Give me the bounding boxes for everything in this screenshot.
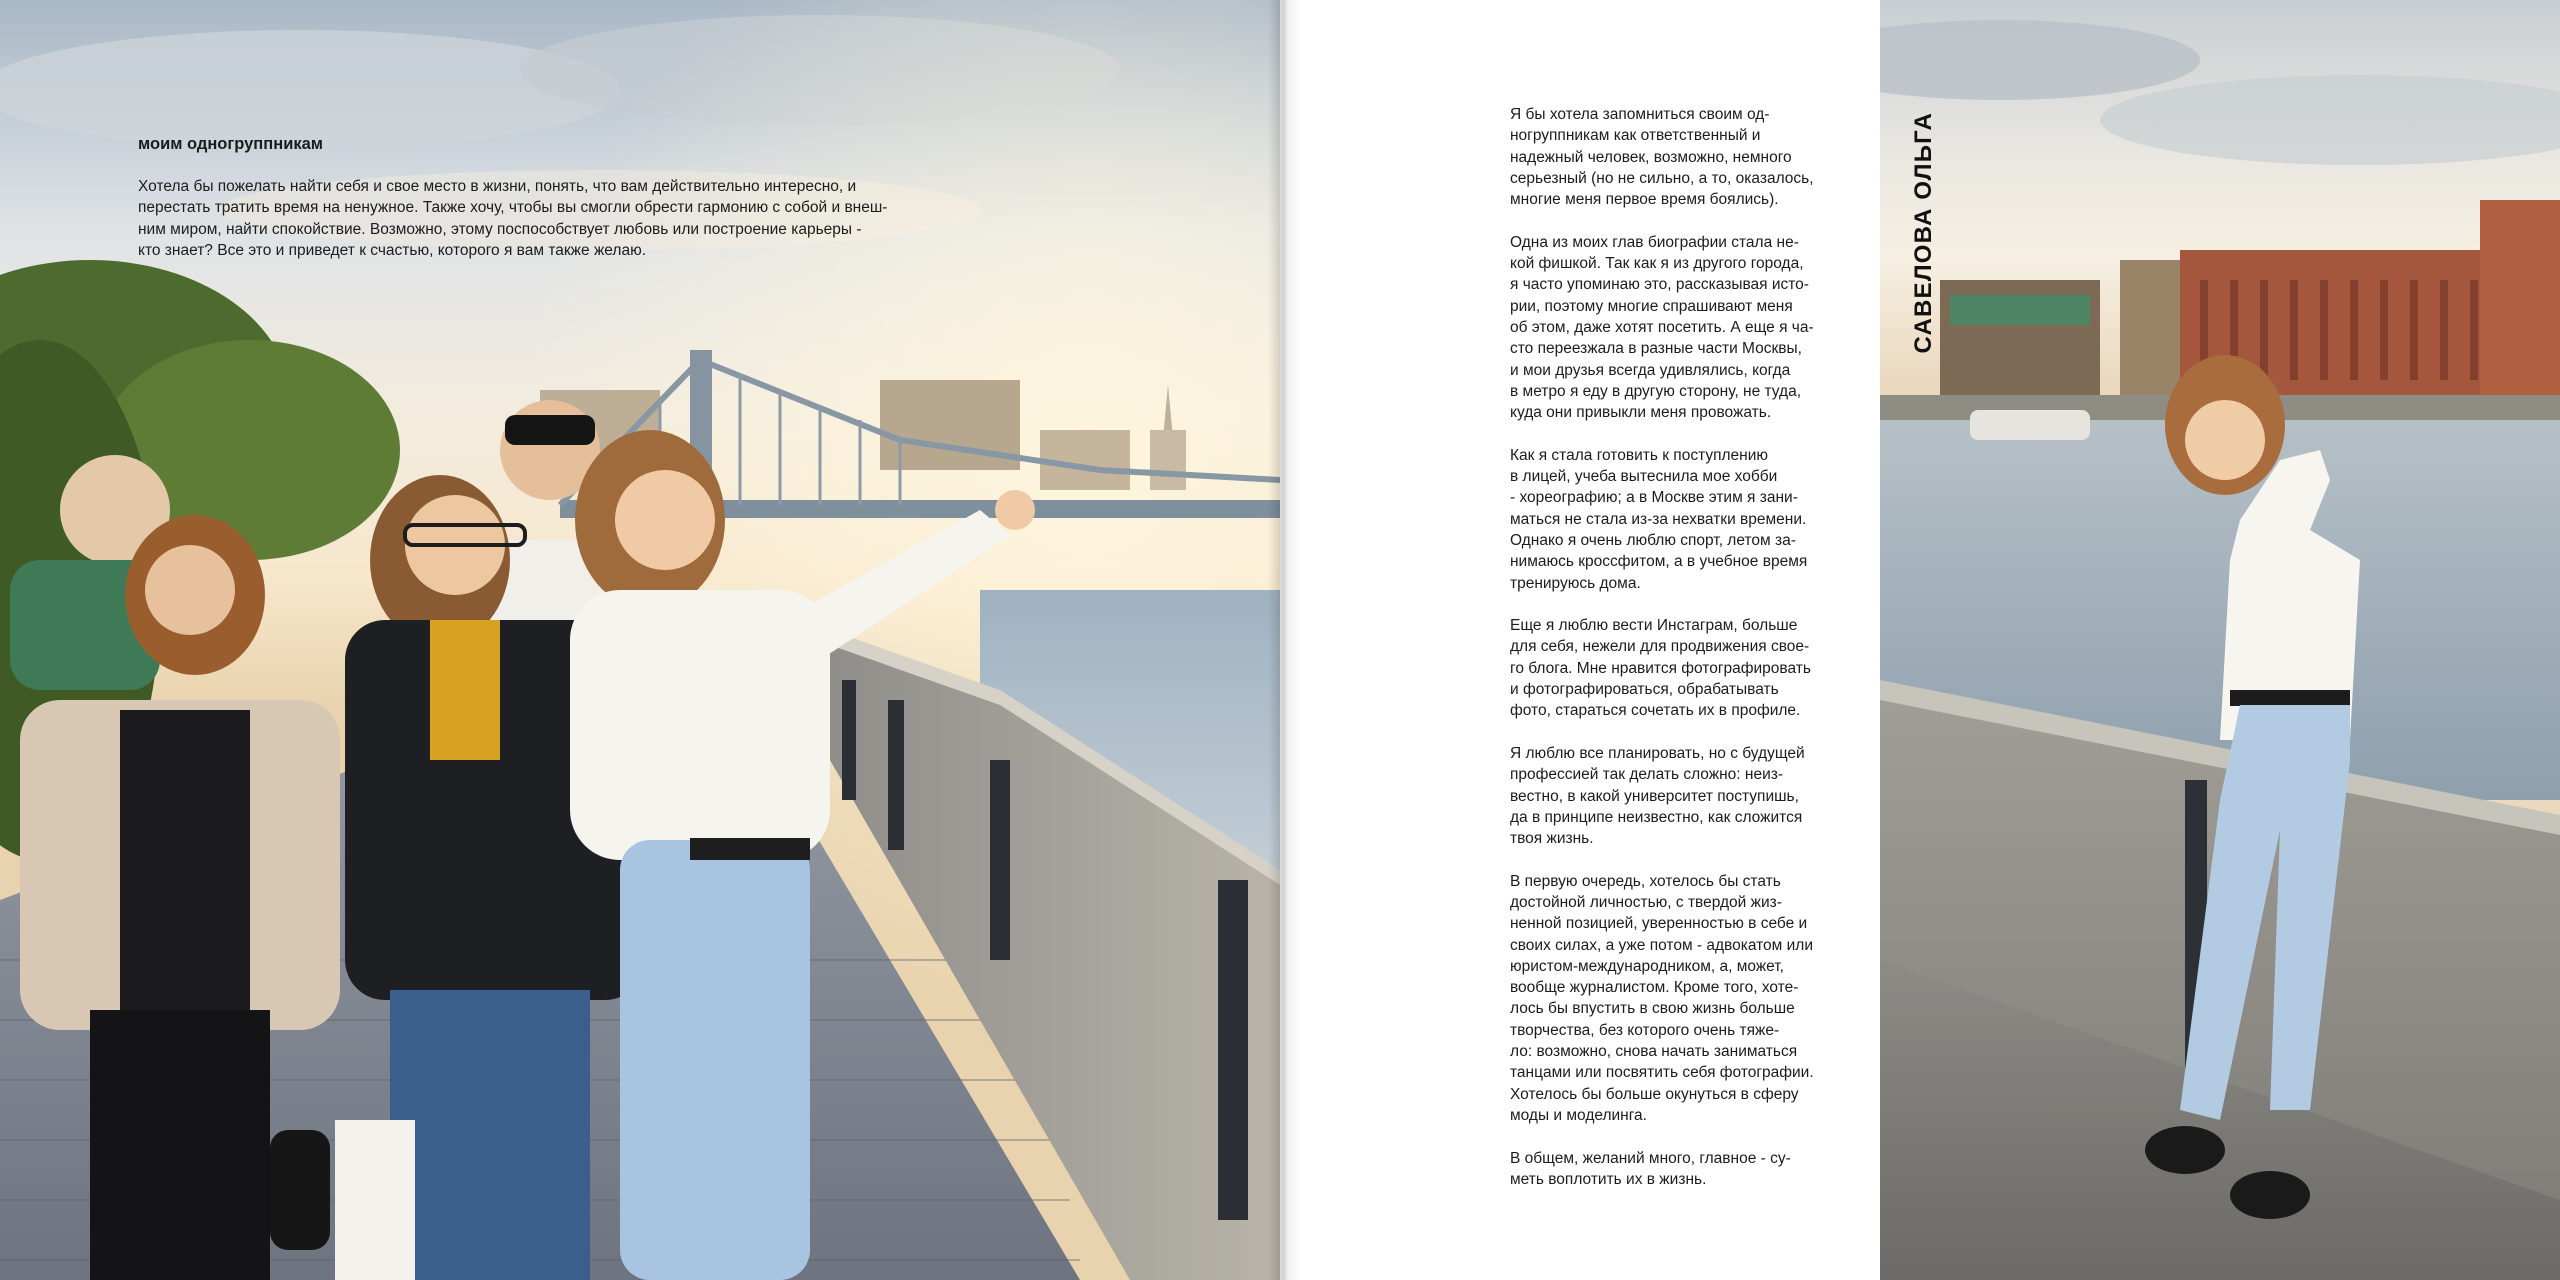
paragraph: Одна из моих глав биографии стала не- кой фишкой. Так как я из другого города, я часто упоминаю это, рассказывая исто- рии, поэтому многие спрашивают меня об этом, даже хотят посетить. А еще я ча- сто переезжала в разные части Москвы, и мои друзья всегда удивлялись, когда в метро я еду в другую сторону, не туда, куда они привыкли меня провожать. xyxy=(1510,233,1814,422)
paragraph: Я бы хотела запомниться своим од- ногруппникам как ответственный и надежный человек, возможно, немного серьезный (но не сильно, а то, оказалось, многие меня первое время боялись). xyxy=(1510,106,1814,209)
portrait-photo xyxy=(1880,0,2560,1280)
paragraph: В первую очередь, хотелось бы стать достойной личностью, с твердой жиз- ненной позицией, уверенностью в себе и своих силах, а уже потом - адвокатом или юристом-международником, а, может, вообще журналистом. Кроме того, хоте- лось бы впустить в свою жизнь больше творчества, без которого очень тяже- ло: возможно, снова начать заниматься танцами или посвятить себя фотографии. Хотелось бы больше окунуться в сферу моды и моделинга. xyxy=(1510,872,1814,1124)
left-body-text: Хотела бы пожелать найти себя и свое место в жизни, понять, что вам действительно интересно, и перестать тратить время на ненужное. Также хочу, чтобы вы смогли обрести гармонию с собой и внеш- ним миром, найти спокойствие. Возможно, этому поспособствует любовь или построение карьеры - кто знает? Все это и приведет к счастью, которого я вам также желаю. xyxy=(138,177,888,259)
page-gutter xyxy=(1268,0,1302,1280)
paragraph: Как я стала готовить к поступлению в лицей, учеба вытеснила мое хобби - хореографию; а в Москве этим я зани- маться не стала из-за нехватки времени. Однако я очень люблю спорт, летом за- нимаюсь кроссфитом, а в учебное время тренируюсь дома. xyxy=(1510,446,1808,592)
paragraph: Я люблю все планировать, но с будущей профессией так делать сложно: неиз- вестно, в какой университет поступишь, да в принципе неизвестно, как сложится твоя жизнь. xyxy=(1510,744,1805,848)
paragraph: В общем, желаний много, главное - су- меть воплотить их в жизнь. xyxy=(1510,1149,1791,1188)
right-text-column xyxy=(1510,104,1840,1211)
author-name-vertical xyxy=(1880,0,1940,1280)
author-name: САВЕЛОВА ОЛЬГА xyxy=(1910,112,1937,354)
left-text-block xyxy=(138,134,938,262)
left-heading: моим одногруппникам xyxy=(138,135,323,153)
paragraph: Еще я люблю вести Инстаграм, больше для себя, нежели для продвижения свое- го блога. Мне нравится фотографировать и фотографироваться, обрабатывать фото, стараться сочетать их в профиле. xyxy=(1510,617,1811,720)
